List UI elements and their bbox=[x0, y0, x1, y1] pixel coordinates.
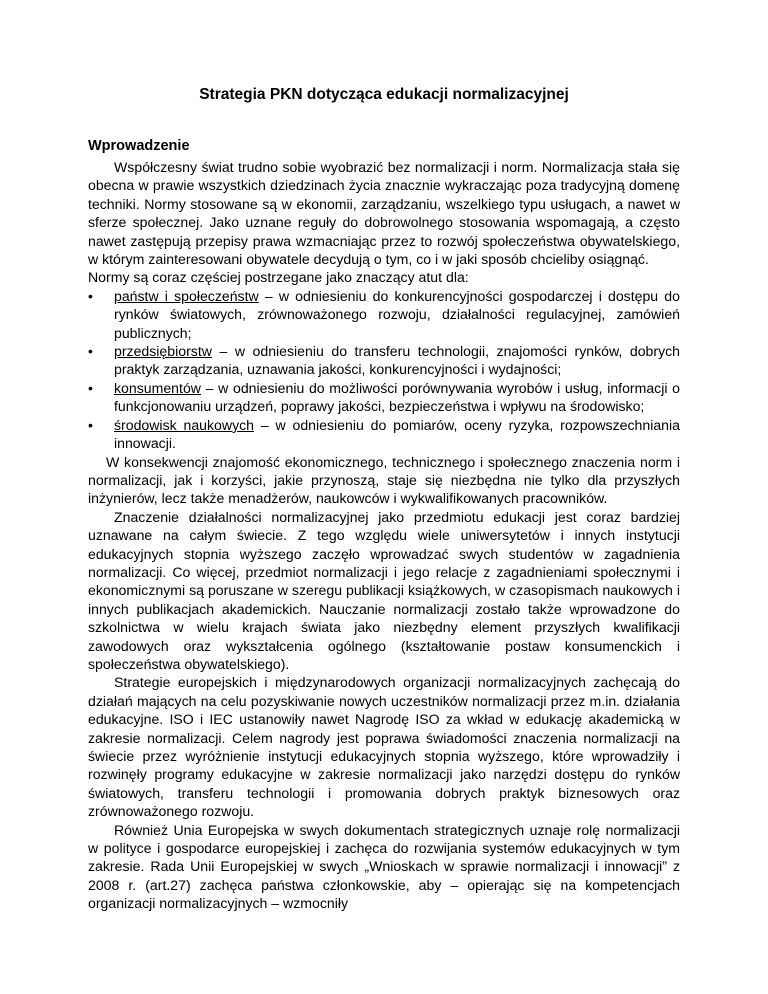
intro-paragraph: Współczesny świat trudno sobie wyobrazić bez normalizacji i norm. Normalizacja stała się obecna w prawie wszystkich dziedzinach życia znacznie wykraczając poza tradycyjną domenę techniki. Normy stosowane są w ekonomii, zarządzaniu, wszelkiego typu usługach, a nawet w sferze społecznej. Jako uznane reguły do dobrowolnego stosowania wspomagają, a często nawet zastępują przepisy prawa wzmacniając przez to rozwój społeczeństwa obywatelskiego, w którym zainteresowani obywatele decydują o tym, co i w jaki sposób chcieliby osiągnąć. bbox=[88, 159, 680, 268]
list-item bbox=[88, 379, 680, 416]
paragraph-2: W konsekwencji znajomość ekonomicznego, technicznego i społecznego znaczenia norm i normalizacji, jak i korzyści, jakie przynoszą, staje się niezbędna nie tylko dla przyszłych inżynierów, lecz także menadżerów, naukowców i wykwalifikowanych pracowników. bbox=[88, 453, 680, 507]
bullet-icon: • bbox=[88, 379, 93, 396]
document-title: Strategia PKN dotycząca edukacji normalizacyjnej bbox=[199, 86, 569, 103]
list-item-term: konsumentów bbox=[114, 379, 201, 396]
list-item-term: państw i społeczeństw bbox=[114, 287, 259, 304]
paragraph-3: Znaczenie działalności normalizacyjnej jako przedmiotu edukacji jest coraz bardziej uznawane na całym świecie. Z tego względu wiele uniwersytetów i innych instytucji edukacyjnych stopnia wyższego zaczęło wprowadzać swych studentów w zagadnienia normalizacji. Co więcej, przedmiot normalizacji i jego relacje z zagadnieniami społecznymi i ekonomicznymi są poruszane w szeregu publikacji książkowych, w czasopismach naukowych i innych publikacjach akademickich. Nauczanie normalizacji zostało także wprowadzone do szkolnictwa w wielu krajach świata jako niezbędny element przyszłych kwalifikacji zawodowych oraz wykształcenia ogólnego (kształtowanie postaw konsumenckich i społeczeństwa obywatelskiego). bbox=[88, 508, 680, 672]
list-item-term: środowisk naukowych bbox=[114, 416, 254, 433]
list-item-term: przedsiębiorstw bbox=[114, 343, 212, 360]
paragraph-5: Również Unia Europejska w swych dokumentach strategicznych uznaje rolę normalizacji w polityce i gospodarce europejskiej i zachęca do rozwijania systemów edukacyjnych w tym zakresie. Rada Unii Europejskiej w swych „Wnioskach w sprawie normalizacji i innowacji” z 2008 r. (art.27) zachęca państwa członkowskie, aby – opierając się na kompetencjach organizacji normalizacyjnych – wzmocniły bbox=[88, 821, 680, 912]
section-heading: Wprowadzenie bbox=[88, 138, 190, 154]
list-item-text: – w odniesieniu do pomiarów, oceny ryzyka, rozpowszechniania innowacji. bbox=[114, 416, 680, 452]
paragraph-4: Strategie europejskich i międzynarodowych organizacji normalizacyjnych zachęcają do działań mających na celu pozyskiwanie nowych uczestników normalizacji przez m.in. działania edukacyjne. ISO i IEC ustanowiły nawet Nagrodę ISO za wkład w edukację akademicką w zakresie normalizacji. Celem nagrody jest poprawa świadomości znaczenia normalizacji na świecie przez wyróżnienie instytucji edukacyjnych stopnia wyższego, które wprowadziły i rozwinęły programy edukacyjne w zakresie normalizacji jako narzędzi dostępu do rynków światowych, transferu technologii i promowania dobrych praktyk biznesowych oraz zrównoważonego rozwoju. bbox=[88, 674, 680, 820]
bullet-icon: • bbox=[88, 343, 93, 360]
bullet-icon: • bbox=[88, 287, 93, 304]
list-item bbox=[88, 416, 680, 453]
bullet-icon: • bbox=[88, 416, 93, 433]
list-item-text: – w odniesieniu do transferu technologii, znajomości rynków, dobrych praktyk zarządzania, uznawania jakości, konkurencyjności i wydajności; bbox=[114, 343, 680, 378]
list-intro: Normy są coraz częściej postrzegane jako znaczący atut dla: bbox=[88, 269, 469, 286]
list-item bbox=[88, 342, 680, 379]
list-item-text: – w odniesieniu do możliwości porównywania wyrobów i usług, informacji o funkcjonowaniu urządzeń, poprawy jakości, bezpieczeństwa i wpływu na środowisko; bbox=[114, 379, 680, 415]
document-body bbox=[88, 158, 680, 913]
benefits-list bbox=[88, 287, 680, 453]
list-item bbox=[88, 287, 680, 342]
list-item-text: – w odniesieniu do konkurencyjności gospodarczej i dostępu do rynków światowych, zrównoważonego rozwoju, działalności regulacyjnej, zamówień publicznych; bbox=[114, 287, 680, 341]
